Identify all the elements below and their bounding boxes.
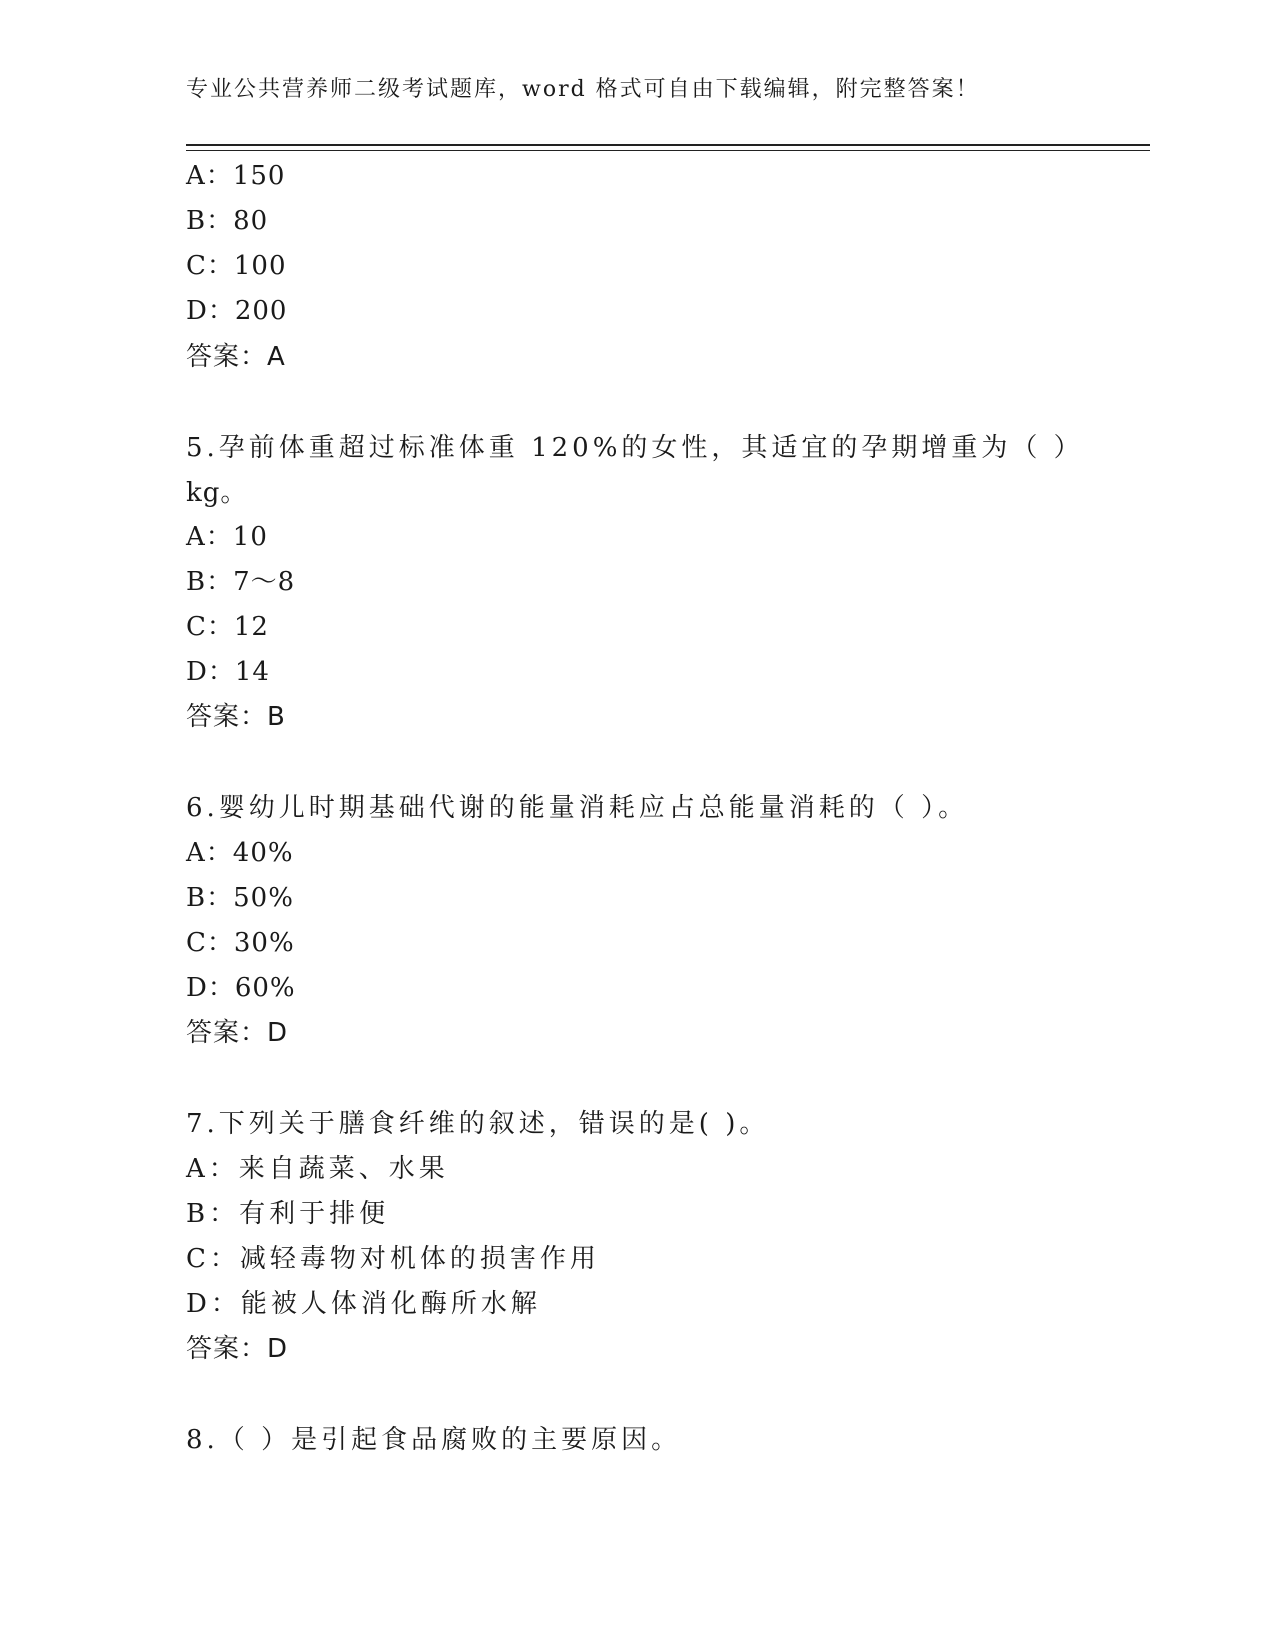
q6-option-a: A：40% — [186, 838, 294, 868]
q7-option-b: B：有利于排便 — [186, 1199, 390, 1229]
q6-option-d: D：60% — [186, 973, 296, 1003]
q4-answer: 答案：A — [186, 342, 286, 372]
q6-stem: 6.婴幼儿时期基础代谢的能量消耗应占总能量消耗的（ ）。 — [186, 793, 969, 823]
q6-option-c: C：30% — [186, 928, 295, 958]
q4-option-d: D：200 — [186, 296, 288, 326]
q4-option-a: A：150 — [186, 161, 286, 191]
q4-option-b: B：80 — [186, 206, 269, 236]
header-rule-thin — [186, 150, 1150, 151]
q5-stem: 5.孕前体重超过标准体重 120%的女性，其适宜的孕期增重为（ ） — [186, 433, 1084, 463]
q5-option-b: B：7～8 — [186, 567, 296, 597]
q6-answer: 答案：D — [186, 1018, 289, 1048]
q8-stem: 8.（ ）是引起食品腐败的主要原因。 — [186, 1425, 682, 1455]
q7-option-c: C：减轻毒物对机体的损害作用 — [186, 1244, 600, 1274]
q5-option-c: C：12 — [186, 612, 269, 642]
q4-option-c: C：100 — [186, 251, 287, 281]
q7-stem: 7.下列关于膳食纤维的叙述，错误的是( )。 — [186, 1109, 770, 1139]
q5-option-a: A：10 — [186, 522, 268, 552]
q6-option-b: B：50% — [186, 883, 294, 913]
q5-option-d: D：14 — [186, 657, 270, 687]
header-rule-thick — [186, 144, 1150, 146]
q7-option-a: A：来自蔬菜、水果 — [186, 1154, 449, 1184]
q5-answer: 答案：B — [186, 702, 286, 732]
q7-answer: 答案：D — [186, 1334, 289, 1364]
q7-option-d: D：能被人体消化酶所水解 — [186, 1289, 541, 1319]
q5-stem-cont: kg。 — [186, 478, 248, 508]
page-header: 专业公共营养师二级考试题库，word 格式可自由下载编辑，附完整答案！ — [186, 77, 980, 102]
